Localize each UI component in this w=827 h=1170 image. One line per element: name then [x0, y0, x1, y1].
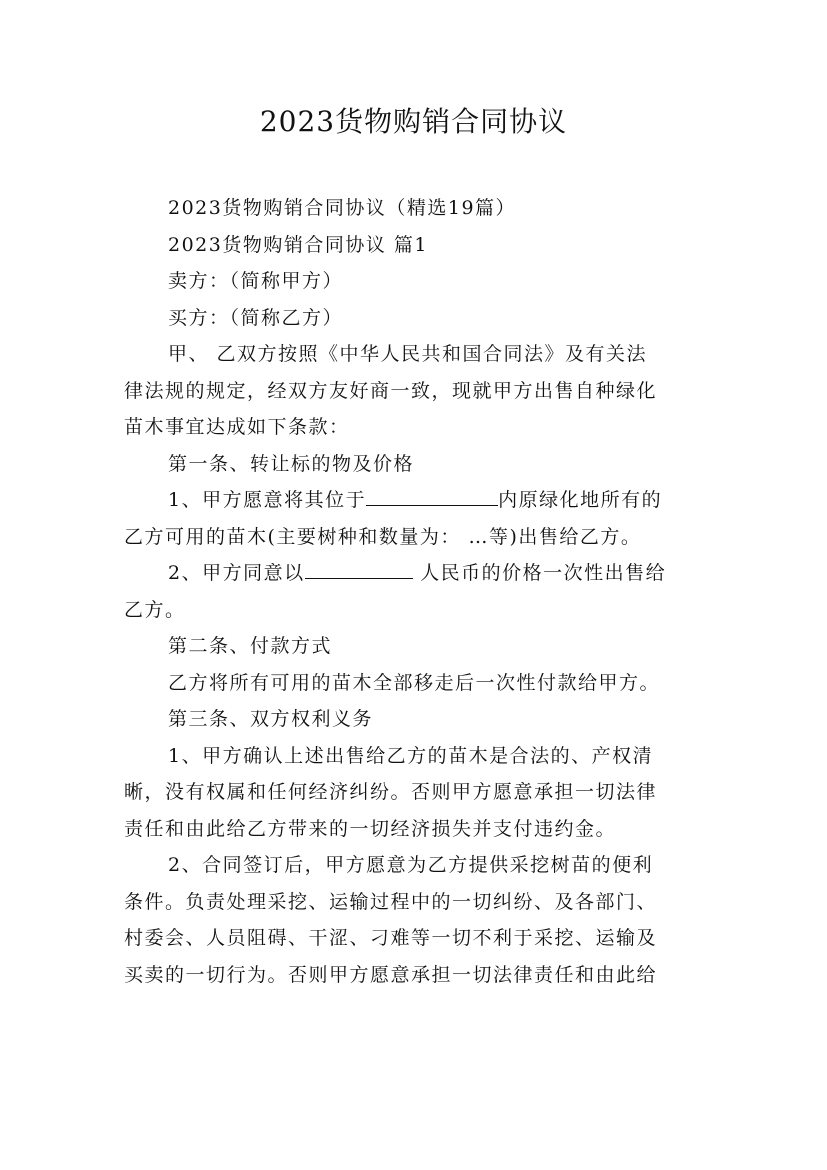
clause-text: 内原绿化地所有的 [498, 489, 663, 511]
paragraph-line: 律法规的规定，经双方友好商一致，现就甲方出售自种绿化 [124, 379, 658, 402]
paragraph-line: 甲、 乙双方按照《中华人民共和国合同法》及有关法 [168, 343, 648, 365]
paragraph-line: 买方：（简称乙方） [168, 306, 344, 329]
paragraph-line: 乙方可用的苗木(主要树种和数量为： …等)出售给乙方。 [124, 525, 642, 548]
paragraph-line: 村委会、人员阻碍、干涩、刁难等一切不利于采挖、运输及 [124, 927, 658, 949]
paragraph-line: 1、甲方确认上述出售给乙方的苗木是合法的、产权清 [168, 744, 654, 767]
clause-text: 2、甲方同意以 [168, 562, 305, 584]
clause-text: 1、甲方愿意将其位于 [168, 489, 367, 511]
paragraph-line: 2、合同签订后，甲方愿意为乙方提供采挖树苗的便利 [168, 854, 654, 876]
paragraph-line: 卖方：（简称甲方） [168, 270, 344, 292]
clause-text: 人民币的价格一次性出售给 [412, 562, 667, 584]
document-title: 2023货物购销合同协议 [259, 105, 568, 138]
section-heading: 第二条、付款方式 [168, 635, 333, 657]
document-body [124, 190, 724, 993]
paragraph-line: 晰，没有权属和任何经济纠纷。否则甲方愿意承担一切法律 [124, 781, 658, 803]
paragraph-line: 买卖的一切行为。否则甲方愿意承担一切法律责任和由此给 [124, 963, 658, 986]
paragraph-line: 责任和由此给乙方带来的一切经济损失并支付违约金。 [124, 817, 617, 840]
fill-in-blank [305, 558, 413, 579]
paragraph-line: 条件。负责处理采挖、运输过程中的一切纠纷、及各部门、 [124, 890, 658, 913]
paragraph-line: 乙方。 [124, 598, 186, 621]
paragraph-line [124, 555, 724, 592]
section-heading: 第三条、双方权利义务 [168, 708, 374, 730]
paragraph-line: 2023货物购销合同协议 篇1 [168, 233, 428, 256]
fill-in-blank [366, 485, 498, 506]
paragraph-line [124, 482, 724, 519]
paragraph-line: 苗木事宜达成如下条款： [124, 416, 350, 438]
section-heading: 第一条、转让标的物及价格 [168, 452, 415, 475]
paragraph-line: 乙方将所有可用的苗木全部移走后一次性付款给甲方。 [168, 671, 661, 694]
paragraph-line: 2023货物购销合同协议（精选19篇） [168, 197, 517, 219]
